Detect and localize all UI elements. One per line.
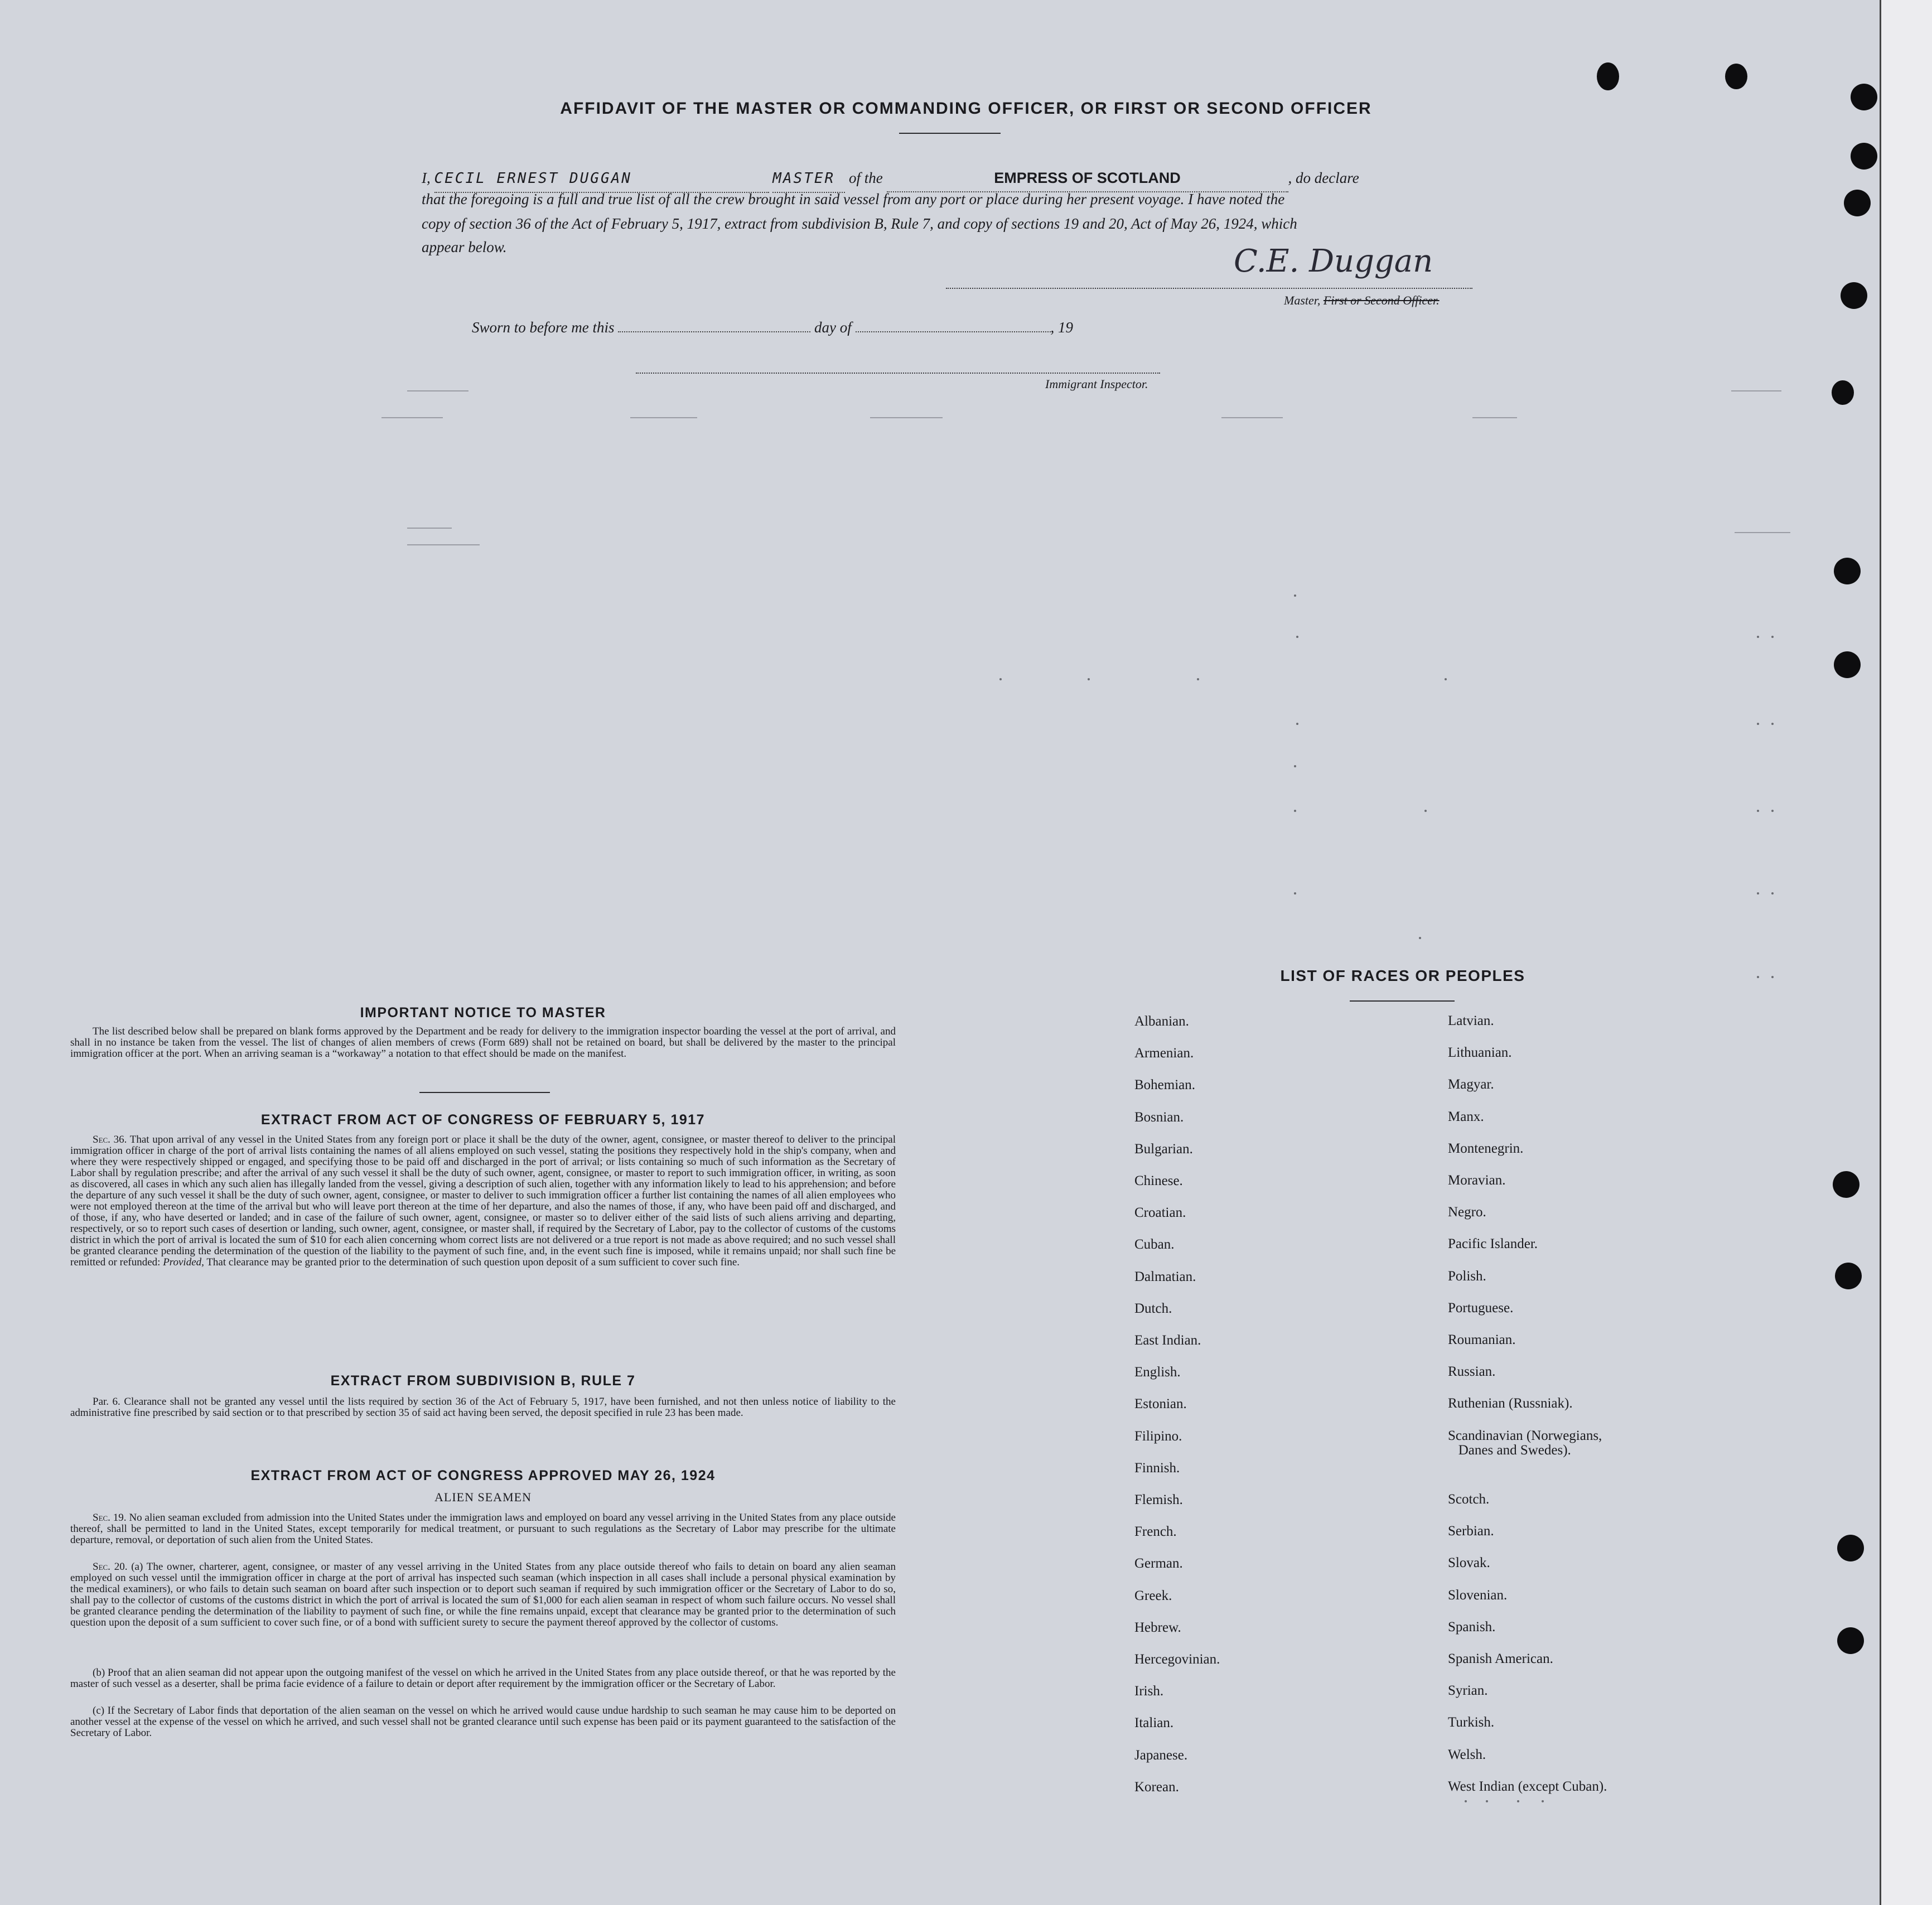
bleed-mark [1735,532,1790,533]
punch-hole-icon [1725,64,1747,89]
affidavit-line-1: that the foregoing is a full and true list of all the crew brought in said vessel from any port or place during her present voyage. I have noted the [422,191,1285,207]
sworn-text-b: day of [814,319,852,336]
sworn-text-c: , 19 [1050,319,1073,336]
sec-19-text [70,1512,896,1546]
vessel-name: EMPRESS OF SCOTLAND [994,170,1181,186]
race-item: German. [1134,1556,1183,1571]
race-item: Dutch. [1134,1301,1172,1316]
race-item: Scotch. [1448,1492,1490,1507]
bleed-mark [630,417,697,418]
bleed-mark [407,390,468,391]
race-item: Italian. [1134,1715,1174,1730]
race-item: Finnish. [1134,1461,1180,1476]
race-item: Scandinavian (Norwegians, Danes and Swedes). [1448,1428,1602,1458]
bleed-dot [1771,723,1774,725]
bleed-dot [1757,892,1759,895]
bleed-dot [1771,976,1774,978]
bleed-dot [1757,723,1759,725]
race-item: Roumanian. [1448,1332,1516,1347]
bleed-dot [1517,1800,1519,1802]
sec-20a-body: (a) The owner, charterer, agent, consignee, or master of any vessel arriving in the United States from any place outside thereof who fails to detain on board any alien seaman employed on such vessel until the immigration officer in charge at the port of arrival has inspected such seaman (which inspection in all cases shall include a personal physical examination by the medical examiners), or who fails to detain such seaman on board after such inspection or to deport such seaman if required by such immigration officer or the Secretary of Labor to do so, shall pay to the collector of customs of the customs district in which the port of arrival is located the sum of $1,000 for each alien seaman in respect of whom such failure occurs. No vessel shall be granted clearance pending the determination of the liability to payment of such fine, or while the fine remains unpaid, except that clearance may be granted prior to the determination of such question upon the deposit of a sum sufficient to cover such fine, or of a bond with sufficient surety to secure the payment thereof approved by the collector of customs. [70,1561,896,1628]
bleed-dot [1294,594,1296,597]
race-item: Negro. [1448,1205,1486,1220]
bleed-dot [1294,810,1296,812]
sec-19-label: Sec. 19. [93,1512,127,1524]
extract-1917-title: EXTRACT FROM ACT OF CONGRESS OF FEBRUARY 5, 1917 [260,1112,706,1128]
bleed-dot [1445,678,1447,680]
race-item: Chinese. [1134,1173,1183,1188]
race-item: French. [1134,1524,1177,1539]
punch-hole-icon [1832,380,1854,405]
bleed-dot [1197,678,1199,680]
race-item: Irish. [1134,1684,1164,1699]
punch-hole-icon [1833,1171,1859,1198]
sec-20c-text: (c) If the Secretary of Labor finds that deportation of the alien seaman on the vessel on which he arrived would cause undue hardship to such seaman he may cause him to be deported on another vessel at the expense of the vessel on which he arrived, and such vessel shall not be granted clearance until such expense has been paid or its payment guaranteed to the satisfaction of the Secretary of Labor. [70,1705,896,1739]
bleed-dot [1424,810,1427,812]
bleed-mark [870,417,943,418]
section-divider [419,1092,550,1093]
bleed-mark [407,544,480,545]
bleed-dot [1771,892,1774,895]
bleed-dot [1296,636,1298,638]
provided-label: Provided, [163,1256,204,1268]
bleed-dot [1771,636,1774,638]
extract-1924-title: EXTRACT FROM ACT OF CONGRESS APPROVED MAY 26, 1924 [250,1468,716,1483]
bleed-dot [1757,810,1759,812]
affidavit-title: AFFIDAVIT OF THE MASTER OR COMMANDING OFFICER, OR FIRST OR SECOND OFFICER [560,99,1372,118]
race-item: Montenegrin. [1448,1141,1524,1156]
race-item: Cuban. [1134,1237,1175,1252]
sec-20a-text [70,1561,896,1628]
race-item: Pacific Islander. [1448,1236,1538,1251]
race-item: East Indian. [1134,1333,1201,1348]
bleed-dot [1294,892,1296,895]
punch-hole-icon [1834,651,1861,678]
race-item: Syrian. [1448,1683,1488,1698]
race-item: Slovenian. [1448,1588,1508,1603]
punch-hole-icon [1844,190,1871,216]
bleed-dot [1296,723,1298,725]
race-item: Armenian. [1134,1046,1194,1061]
notice-title: IMPORTANT NOTICE TO MASTER [360,1005,606,1021]
punch-hole-icon [1835,1263,1862,1289]
race-item: Estonian. [1134,1396,1187,1411]
bleed-mark [1731,390,1781,391]
punch-hole-icon [1597,62,1619,90]
bleed-mark [407,528,452,529]
master-signature: C.E. Duggan [1234,243,1433,279]
bleed-mark [1221,417,1283,418]
extract-rule7-title: EXTRACT FROM SUBDIVISION B, RULE 7 [330,1373,636,1389]
sec-19-body: No alien seaman excluded from admission into the United States under the immigration laws and employed on board any vessel arriving in the United States from any place outside thereof, shall be permitted to land in the United States, except temporarily for medical treatment, or pursuant to such regulations as the Secretary of Labor may prescribe for the ultimate departure, removal, or deportation of such alien from the United States. [70,1512,896,1546]
affidavit-line-3: appear below. [422,239,507,255]
sworn-statement [472,315,1141,341]
race-item: English. [1134,1365,1181,1380]
punch-hole-icon [1837,1627,1864,1654]
race-item: Lithuanian. [1448,1045,1512,1060]
bleed-dot [999,678,1002,680]
signature-line [946,288,1472,289]
race-item: Bohemian. [1134,1077,1196,1092]
officer-rank: MASTER [772,166,845,193]
bleed-mark [381,417,443,418]
race-item: Bulgarian. [1134,1142,1193,1157]
bleed-dot [1771,810,1774,812]
punch-hole-icon [1834,558,1861,584]
sworn-day-field [618,331,810,332]
race-item: Slovak. [1448,1555,1490,1570]
extract-rule7-text: Par. 6. Clearance shall not be granted any vessel until the lists required by section 36 of the Act of February 5, 1917, have been furnished, and not then unless notice of liability to the administrative fine prescribed by said section or to that prescribed by section 35 of said act having been served, the deposit specified in rule 23 has been made. [70,1396,896,1419]
notice-text: The list described below shall be prepared on blank forms approved by the Department and be ready for delivery to the immigration inspector boarding the vessel at the port of arrival, and shall in no instance be taken from the vessel. The list of changes of alien members of crews (Form 689) shall not be retained on board, but shall be delivered by the master to the principal immigration officer at the port. When an arriving seaman is a “workaway” a notation to that effect should be made on the manifest. [70,1026,896,1060]
sec-36-body: That upon arrival of any vessel in the United States from any foreign port or place it shall be the duty of the owner, agent, consignee, or master thereof to deliver to the principal immigration officer in charge of the port of arrival lists containing the names of all aliens employed on such vessel, stating the positions they respectively hold in the ship's company, when and where they were respectively shipped or engaged, and specifying those to be paid off and discharged in the port of arrival; or lists containing so much of such information as the Secretary of Labor shall by regulation prescribe; and after the arrival of any such vessel it shall be the duty of such owner, agent, consignee, or master to report to such immigration officer, in writing, as soon as discovered, all cases in which any such alien has illegally landed from the vessel, giving a description of such alien, together with any information likely to lead to his apprehension; and before the departure of any such vessel it shall be the duty of such owner, agent, consignee, or master to deliver to such immigration officer a further list containing the names of all alien employees who were not employed thereon at the time of the arrival but who will leave port thereon at the time of her departure, and also the names of those, if any, who have been paid off and discharged, and of those, if any, who have deserted or landed; and in case of the failure of such owner, agent, consignee, or master so to deliver either of the said lists of such aliens arriving and departing, respectively, or so to report such cases of desertion or landing, such owner, agent, consignee, or master shall, if required by the Secretary of Labor, pay to the collector of customs of the customs district in which the port of arrival is located the sum of $10 for each alien concerning whom correct lists are not delivered or a true report is not made as above required; and no such vessel shall be granted clearance pending the determination of the question of the liability to the payment of such fine, and, in the event such fine is imposed, while it remains unpaid; nor shall such fine be remitted or refunded: [70,1134,896,1268]
race-item: Serbian. [1448,1524,1494,1539]
race-item: Filipino. [1134,1429,1182,1444]
race-item: Magyar. [1448,1077,1494,1092]
race-item: Polish. [1448,1269,1486,1284]
inspector-caption: Immigrant Inspector. [1045,377,1148,391]
race-item: Moravian. [1448,1173,1506,1188]
inspector-signature-line [636,373,1160,374]
affidavit-line-2: copy of section 36 of the Act of February 5, 1917, extract from subdivision B, Rule 7, and copy of sections 19 and 20, Act of May 26, 1924, which [422,215,1297,232]
sec-20-label: Sec. 20. [93,1561,128,1573]
sworn-month-field [856,331,1051,332]
extract-1924-subtitle: ALIEN SEAMEN [434,1490,532,1504]
bleed-dot [1757,636,1759,638]
signer-caption-struck: First or Second Officer. [1323,293,1440,307]
race-item: Portuguese. [1448,1300,1514,1316]
lead-i: I, [422,170,431,186]
race-item: Welsh. [1448,1747,1486,1762]
race-item: Bosnian. [1134,1110,1184,1125]
title-underline [899,133,1001,134]
sec-36-tail: That clearance may be granted prior to the determination of such question upon deposit of a sum sufficient to cover such fine. [206,1256,740,1268]
race-item: Korean. [1134,1780,1179,1795]
punch-hole-icon [1851,143,1877,170]
race-item: West Indian (except Cuban). [1448,1779,1607,1794]
race-item: Greek. [1134,1588,1172,1603]
sworn-text-a: Sworn to before me this [472,319,615,336]
signer-caption-master: Master, [1284,293,1321,307]
bleed-dot [1088,678,1090,680]
race-item: Albanian. [1134,1014,1189,1029]
race-item: Turkish. [1448,1715,1495,1730]
bleed-dot [1757,976,1759,978]
race-item: Ruthenian (Russniak). [1448,1396,1573,1411]
race-item: Latvian. [1448,1013,1494,1028]
bleed-dot [1542,1800,1544,1802]
bleed-dot [1465,1800,1467,1802]
bleed-dot [1419,937,1421,939]
race-item: Dalmatian. [1134,1269,1196,1284]
race-item: Croatian. [1134,1205,1186,1220]
race-item: Flemish. [1134,1492,1183,1507]
officer-name: CECIL ERNEST DUGGAN [434,166,769,193]
races-title-underline [1350,1000,1455,1002]
bleed-dot [1294,765,1296,767]
bleed-dot [1486,1800,1488,1802]
race-item: Spanish American. [1448,1651,1553,1666]
race-item: Russian. [1448,1364,1496,1379]
race-item: Manx. [1448,1109,1484,1124]
declare-text: , do declare [1288,170,1359,186]
signer-caption [1284,293,1440,308]
punch-hole-icon [1837,1535,1864,1561]
race-item: Spanish. [1448,1619,1496,1635]
of-the-text: of the [849,170,883,186]
page-margin-strip [1881,0,1932,1905]
sec-20b-text: (b) Proof that an alien seaman did not appear upon the outgoing manifest of the vessel on which he arrived in the United States from any place outside thereof, or that he was reported by the master of such vessel as a deserter, shall be prima facie evidence of a failure to detain or deport after requirement by the immigration officer or the Secretary of Labor. [70,1667,896,1690]
races-title: LIST OF RACES OR PEOPLES [1280,967,1525,984]
race-item: Japanese. [1134,1748,1188,1763]
bleed-mark [1472,417,1517,418]
race-item: Hercegovinian. [1134,1652,1220,1667]
extract-1917-text [70,1134,896,1268]
sec-36-label: Sec. 36. [93,1134,127,1145]
race-item: Hebrew. [1134,1620,1181,1635]
punch-hole-icon [1841,282,1867,309]
